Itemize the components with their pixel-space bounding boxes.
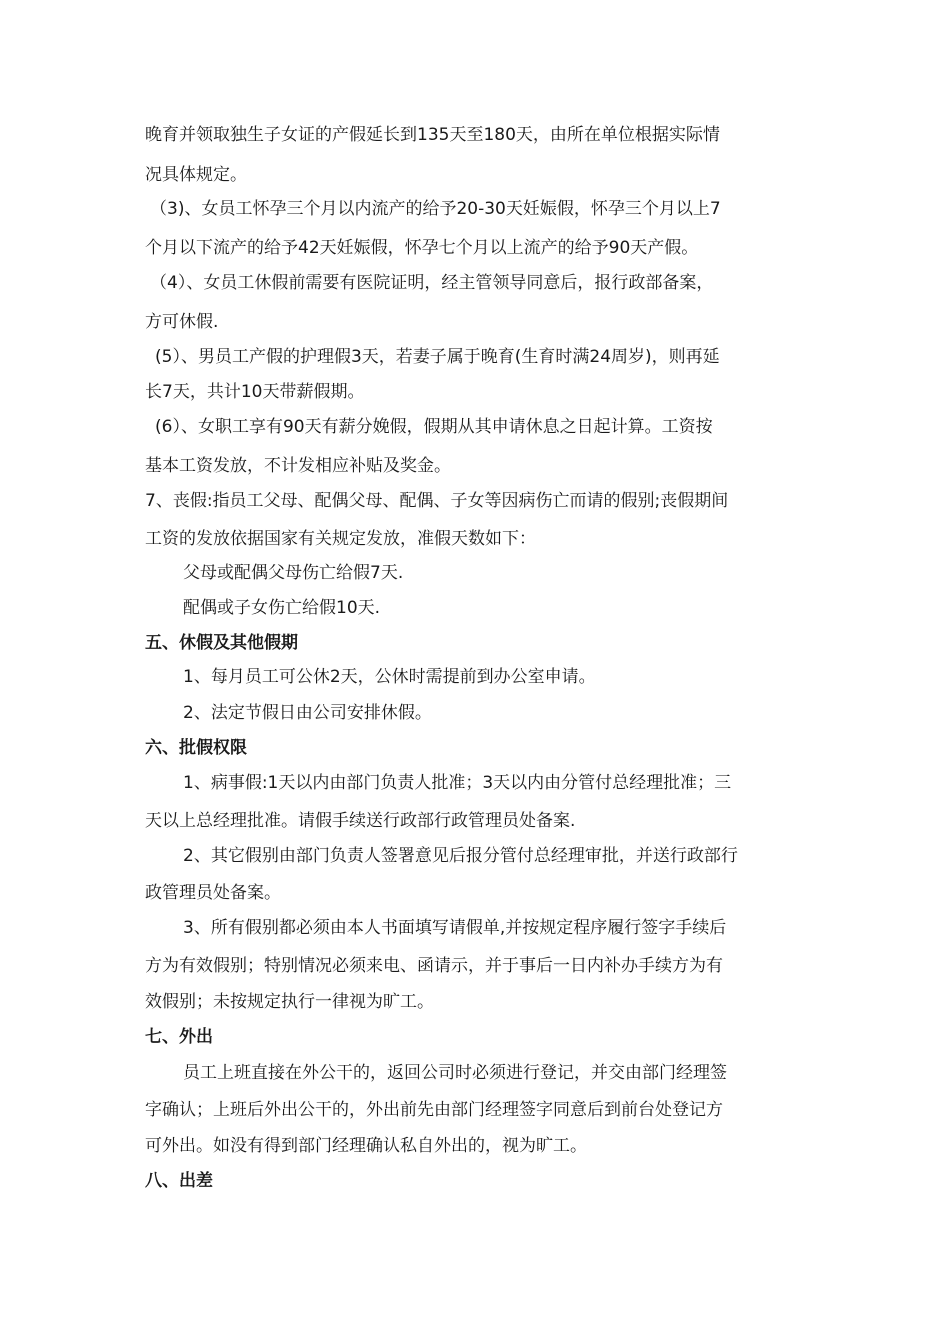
section-heading: 八、出差 bbox=[145, 1171, 213, 1191]
text-line: 员工上班直接在外公干的，返回公司时必须进行登记，并交由部门经理签 bbox=[183, 1063, 727, 1083]
text-line: 1、病事假:1天以内由部门负责人批准；3天以内由分管付总经理批准；三 bbox=[183, 773, 732, 793]
text-line: 可外出。如没有得到部门经理确认私自外出的，视为旷工。 bbox=[145, 1136, 587, 1156]
text-line: 3、所有假别都必须由本人书面填写请假单,并按规定程序履行签字手续后 bbox=[183, 918, 727, 938]
text-line: 晚育并领取独生子女证的产假延长到135天至180天，由所在单位根据实际情 bbox=[145, 125, 720, 145]
text-line: 基本工资发放，不计发相应补贴及奖金。 bbox=[145, 456, 451, 476]
text-line: (6）、女职工享有90天有薪分娩假，假期从其申请休息之日起计算。工资按 bbox=[155, 417, 713, 437]
section-heading: 七、外出 bbox=[145, 1027, 213, 1047]
text-line: 1、每月员工可公休2天，公休时需提前到办公室申请。 bbox=[183, 667, 596, 687]
text-line: （4）、女员工休假前需要有医院证明，经主管领导同意后，报行政部备案， bbox=[150, 273, 714, 293]
text-line: 2、其它假别由部门负责人签署意见后报分管付总经理审批，并送行政部行 bbox=[183, 846, 738, 866]
text-line: 天以上总经理批准。请假手续送行政部行政管理员处备案. bbox=[145, 811, 576, 831]
text-line: 效假别；未按规定执行一律视为旷工。 bbox=[145, 992, 434, 1012]
text-line: 长7天，共计10天带薪假期。 bbox=[145, 382, 365, 402]
text-line: 政管理员处备案。 bbox=[145, 883, 281, 903]
text-line: 工资的发放依据国家有关规定发放，准假天数如下： bbox=[145, 529, 536, 549]
text-line: 字确认；上班后外出公干的，外出前先由部门经理签字同意后到前台处登记方 bbox=[145, 1100, 723, 1120]
text-line: (5）、男员工产假的护理假3天，若妻子属于晚育(生育时满24周岁)，则再延 bbox=[155, 347, 720, 367]
text-line: 2、法定节假日由公司安排休假。 bbox=[183, 703, 432, 723]
text-line: 方可休假. bbox=[145, 312, 219, 332]
text-line: （3)、女员工怀孕三个月以内流产的给予20-30天妊娠假，怀孕三个月以上7 bbox=[150, 199, 721, 219]
text-line: 方为有效假别；特别情况必须来电、函请示，并于事后一日内补办手续方为有 bbox=[145, 956, 723, 976]
text-line: 父母或配偶父母伤亡给假7天. bbox=[183, 563, 404, 583]
section-heading: 五、休假及其他假期 bbox=[145, 633, 298, 653]
text-line: 7、丧假:指员工父母、配偶父母、配偶、子女等因病伤亡而请的假别;丧假期间 bbox=[145, 491, 729, 511]
section-heading: 六、批假权限 bbox=[145, 738, 247, 758]
text-line: 个月以下流产的给予42天妊娠假，怀孕七个月以上流产的给予90天产假。 bbox=[145, 238, 699, 258]
text-line: 配偶或子女伤亡给假10天. bbox=[183, 598, 381, 618]
text-line: 况具体规定。 bbox=[145, 165, 247, 185]
